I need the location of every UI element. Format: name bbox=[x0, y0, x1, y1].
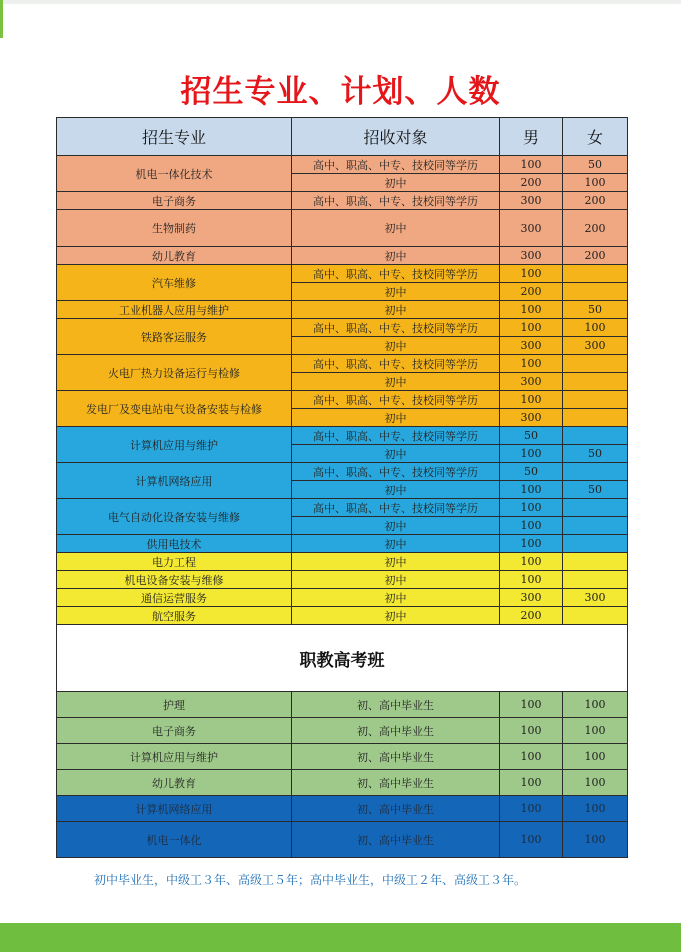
male-count: 50 bbox=[500, 463, 563, 481]
male-count: 100 bbox=[500, 301, 563, 319]
male-count: 300 bbox=[500, 210, 563, 247]
target-cell: 高中、职高、中专、技校同等学历 bbox=[292, 265, 500, 283]
target-cell: 初中 bbox=[292, 210, 500, 247]
major-name: 汽车维修 bbox=[57, 265, 292, 301]
female-count: 50 bbox=[563, 156, 628, 174]
table-row bbox=[57, 718, 628, 744]
target-cell: 初、高中毕业生 bbox=[292, 822, 500, 858]
male-count: 300 bbox=[500, 409, 563, 427]
major-name: 工业机器人应用与维护 bbox=[57, 301, 292, 319]
target-cell: 高中、职高、中专、技校同等学历 bbox=[292, 156, 500, 174]
male-count: 300 bbox=[500, 192, 563, 210]
table-row bbox=[57, 796, 628, 822]
female-count bbox=[563, 355, 628, 373]
female-count bbox=[563, 517, 628, 535]
major-name: 电子商务 bbox=[57, 718, 292, 744]
target-cell: 初、高中毕业生 bbox=[292, 692, 500, 718]
male-count: 100 bbox=[500, 517, 563, 535]
table-row bbox=[57, 463, 628, 481]
male-count: 100 bbox=[500, 156, 563, 174]
major-name: 幼儿教育 bbox=[57, 770, 292, 796]
target-cell: 初中 bbox=[292, 481, 500, 499]
female-count: 50 bbox=[563, 301, 628, 319]
major-name: 生物制药 bbox=[57, 210, 292, 247]
target-cell: 初中 bbox=[292, 589, 500, 607]
female-count: 100 bbox=[563, 174, 628, 192]
female-count bbox=[563, 283, 628, 301]
major-name: 护理 bbox=[57, 692, 292, 718]
male-count: 300 bbox=[500, 589, 563, 607]
female-count: 100 bbox=[563, 319, 628, 337]
female-count: 100 bbox=[563, 796, 628, 822]
target-cell: 高中、职高、中专、技校同等学历 bbox=[292, 463, 500, 481]
footnote: 初中毕业生，中级工３年、高级工５年；高中毕业生，中级工２年、高级工３年。 bbox=[94, 873, 527, 887]
target-cell: 初中 bbox=[292, 445, 500, 463]
male-count: 300 bbox=[500, 373, 563, 391]
table-row bbox=[57, 744, 628, 770]
top-accent bbox=[0, 0, 3, 38]
header-female: 女 bbox=[563, 118, 628, 156]
page-title: 招生专业、计划、人数 bbox=[180, 74, 501, 110]
top-border bbox=[0, 0, 681, 4]
female-count bbox=[563, 571, 628, 589]
female-count bbox=[563, 409, 628, 427]
table-row bbox=[57, 499, 628, 517]
table-row bbox=[57, 192, 628, 210]
table-row bbox=[57, 553, 628, 571]
target-cell: 高中、职高、中专、技校同等学历 bbox=[292, 391, 500, 409]
section-title: 职教高考班 bbox=[57, 625, 628, 692]
major-name: 机电一体化 bbox=[57, 822, 292, 858]
major-name: 通信运营服务 bbox=[57, 589, 292, 607]
male-count: 100 bbox=[500, 319, 563, 337]
target-cell: 初、高中毕业生 bbox=[292, 744, 500, 770]
target-cell: 初中 bbox=[292, 247, 500, 265]
target-cell: 初、高中毕业生 bbox=[292, 770, 500, 796]
major-name: 电子商务 bbox=[57, 192, 292, 210]
male-count: 100 bbox=[500, 571, 563, 589]
female-count bbox=[563, 535, 628, 553]
target-cell: 初中 bbox=[292, 607, 500, 625]
major-name: 铁路客运服务 bbox=[57, 319, 292, 355]
target-cell: 初中 bbox=[292, 553, 500, 571]
female-count bbox=[563, 553, 628, 571]
major-name: 发电厂及变电站电气设备安装与检修 bbox=[57, 391, 292, 427]
target-cell: 高中、职高、中专、技校同等学历 bbox=[292, 319, 500, 337]
major-name: 计算机应用与维护 bbox=[57, 427, 292, 463]
table-row bbox=[57, 535, 628, 553]
table-row bbox=[57, 156, 628, 174]
enrollment-table bbox=[56, 117, 628, 858]
major-name: 火电厂热力设备运行与检修 bbox=[57, 355, 292, 391]
major-name: 计算机网络应用 bbox=[57, 463, 292, 499]
table-row bbox=[57, 571, 628, 589]
header-target: 招收对象 bbox=[292, 118, 500, 156]
table-row bbox=[57, 265, 628, 283]
male-count: 100 bbox=[500, 355, 563, 373]
target-cell: 初中 bbox=[292, 517, 500, 535]
major-name: 电气自动化设备安装与维修 bbox=[57, 499, 292, 535]
major-name: 电力工程 bbox=[57, 553, 292, 571]
table-row bbox=[57, 692, 628, 718]
table-row bbox=[57, 770, 628, 796]
male-count: 100 bbox=[500, 718, 563, 744]
female-count: 200 bbox=[563, 210, 628, 247]
female-count: 50 bbox=[563, 445, 628, 463]
female-count: 100 bbox=[563, 744, 628, 770]
major-name: 计算机网络应用 bbox=[57, 796, 292, 822]
target-cell: 高中、职高、中专、技校同等学历 bbox=[292, 427, 500, 445]
male-count: 100 bbox=[500, 822, 563, 858]
male-count: 200 bbox=[500, 283, 563, 301]
male-count: 200 bbox=[500, 174, 563, 192]
male-count: 100 bbox=[500, 535, 563, 553]
target-cell: 初、高中毕业生 bbox=[292, 796, 500, 822]
male-count: 100 bbox=[500, 499, 563, 517]
female-count bbox=[563, 373, 628, 391]
table-row bbox=[57, 589, 628, 607]
target-cell: 初中 bbox=[292, 301, 500, 319]
female-count: 300 bbox=[563, 337, 628, 355]
table-row bbox=[57, 301, 628, 319]
female-count bbox=[563, 265, 628, 283]
target-cell: 初中 bbox=[292, 283, 500, 301]
male-count: 100 bbox=[500, 692, 563, 718]
male-count: 100 bbox=[500, 391, 563, 409]
female-count bbox=[563, 427, 628, 445]
target-cell: 初中 bbox=[292, 373, 500, 391]
target-cell: 高中、职高、中专、技校同等学历 bbox=[292, 499, 500, 517]
female-count: 200 bbox=[563, 192, 628, 210]
female-count: 100 bbox=[563, 692, 628, 718]
male-count: 300 bbox=[500, 337, 563, 355]
table-row bbox=[57, 319, 628, 337]
header-male: 男 bbox=[500, 118, 563, 156]
female-count bbox=[563, 499, 628, 517]
table-row bbox=[57, 427, 628, 445]
female-count bbox=[563, 391, 628, 409]
female-count: 100 bbox=[563, 770, 628, 796]
target-cell: 初中 bbox=[292, 337, 500, 355]
male-count: 300 bbox=[500, 247, 563, 265]
table-header bbox=[57, 118, 628, 156]
female-count: 50 bbox=[563, 481, 628, 499]
section-row bbox=[57, 625, 628, 692]
major-name: 计算机应用与维护 bbox=[57, 744, 292, 770]
female-count bbox=[563, 607, 628, 625]
male-count: 50 bbox=[500, 427, 563, 445]
female-count bbox=[563, 463, 628, 481]
male-count: 100 bbox=[500, 445, 563, 463]
male-count: 100 bbox=[500, 796, 563, 822]
female-count: 300 bbox=[563, 589, 628, 607]
table-row bbox=[57, 210, 628, 247]
bottom-bar bbox=[0, 923, 681, 952]
male-count: 200 bbox=[500, 607, 563, 625]
target-cell: 高中、职高、中专、技校同等学历 bbox=[292, 192, 500, 210]
header-major: 招生专业 bbox=[57, 118, 292, 156]
table-row bbox=[57, 822, 628, 858]
target-cell: 高中、职高、中专、技校同等学历 bbox=[292, 355, 500, 373]
target-cell: 初中 bbox=[292, 174, 500, 192]
table-row bbox=[57, 391, 628, 409]
male-count: 100 bbox=[500, 265, 563, 283]
table-row bbox=[57, 607, 628, 625]
table-row bbox=[57, 355, 628, 373]
target-cell: 初、高中毕业生 bbox=[292, 718, 500, 744]
major-name: 机电设备安装与维修 bbox=[57, 571, 292, 589]
male-count: 100 bbox=[500, 744, 563, 770]
major-name: 机电一体化技术 bbox=[57, 156, 292, 192]
female-count: 200 bbox=[563, 247, 628, 265]
major-name: 供用电技术 bbox=[57, 535, 292, 553]
table-row bbox=[57, 247, 628, 265]
male-count: 100 bbox=[500, 481, 563, 499]
male-count: 100 bbox=[500, 553, 563, 571]
target-cell: 初中 bbox=[292, 409, 500, 427]
target-cell: 初中 bbox=[292, 571, 500, 589]
major-name: 幼儿教育 bbox=[57, 247, 292, 265]
female-count: 100 bbox=[563, 718, 628, 744]
male-count: 100 bbox=[500, 770, 563, 796]
major-name: 航空服务 bbox=[57, 607, 292, 625]
target-cell: 初中 bbox=[292, 535, 500, 553]
female-count: 100 bbox=[563, 822, 628, 858]
